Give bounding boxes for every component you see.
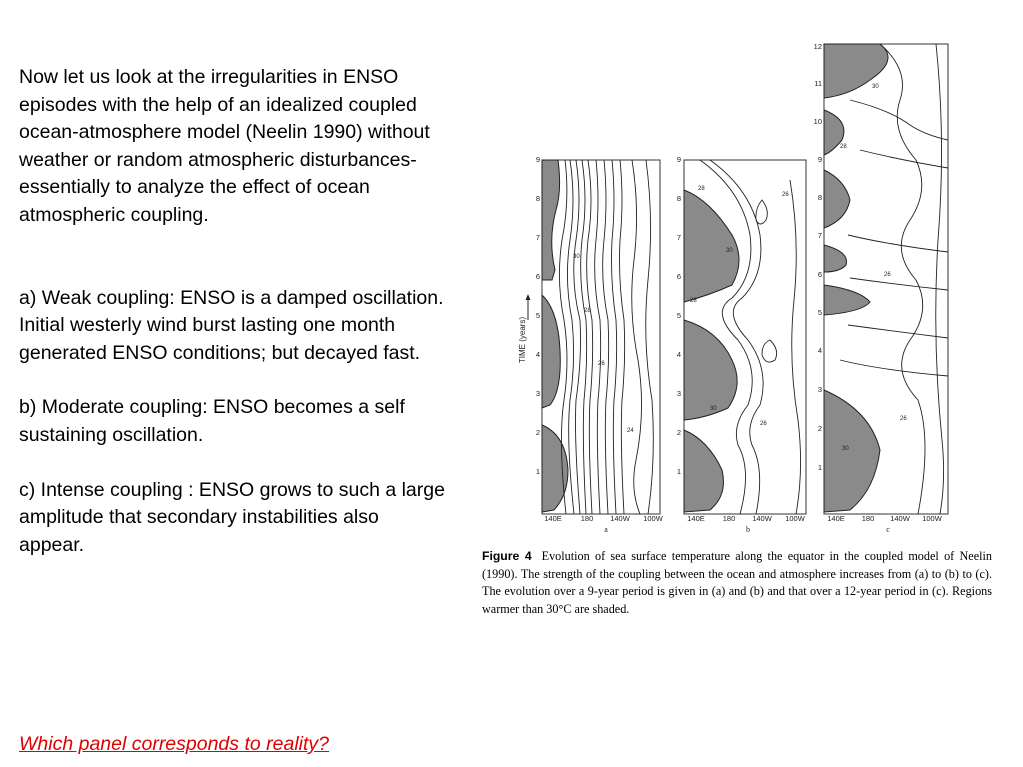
svg-text:26: 26 (884, 272, 891, 278)
caption-label: Figure 4 (482, 549, 532, 563)
svg-text:30: 30 (573, 254, 580, 260)
svg-text:3: 3 (817, 385, 822, 394)
svg-text:9: 9 (817, 155, 822, 164)
svg-text:7: 7 (676, 233, 681, 242)
svg-text:26: 26 (782, 192, 789, 198)
svg-text:24: 24 (627, 428, 634, 434)
tick-a-3: 3 (535, 389, 540, 398)
figure-caption (482, 548, 992, 618)
item-c-intense-coupling: c) Intense coupling : ENSO grows to such a large amplitude that secondary instabilities also appear. (19, 478, 445, 556)
svg-text:1: 1 (817, 463, 822, 472)
y-axis-label: TIME (years) (518, 316, 527, 364)
svg-text:12: 12 (813, 42, 822, 51)
svg-text:180: 180 (861, 514, 875, 523)
svg-text:26: 26 (760, 421, 767, 427)
svg-text:140W: 140W (890, 514, 910, 523)
svg-text:28: 28 (840, 144, 847, 150)
svg-text:30: 30 (842, 446, 849, 452)
item-b-moderate-coupling: b) Moderate coupling: ENSO becomes a self sustaining oscillation. (19, 396, 405, 446)
panel-a-letter: a (604, 525, 608, 534)
svg-text:8: 8 (676, 194, 681, 203)
panel-c-x-ticks (827, 514, 942, 534)
intro-line-1: Now let us look at the irregularities in ENSO (19, 66, 399, 88)
tick-a-1: 1 (535, 467, 540, 476)
svg-text:2: 2 (676, 428, 681, 437)
panel-a-x-ticks (544, 514, 663, 534)
item-a-weak-coupling: a) Weak coupling: ENSO is a damped oscillation. Initial westerly wind burst lasting one month generated ENSO conditions; but decayed fast. (19, 286, 444, 364)
svg-text:100W: 100W (922, 514, 942, 523)
svg-text:9: 9 (676, 155, 681, 164)
tick-a-4: 4 (535, 350, 540, 359)
svg-text:140E: 140E (544, 514, 562, 523)
caption-text: Evolution of sea surface temperature along the equator in the coupled model of Neelin (1990). The strength of the coupling between the ocean and atmosphere increases from (a) to (b) to (c). The evolution over a 9-year period is given in (a) and (b) and that over a 12-year period in (c). Regions warmer than 30°C are shaded. (482, 549, 992, 616)
svg-text:4: 4 (817, 346, 822, 355)
svg-text:26: 26 (900, 416, 907, 422)
svg-text:5: 5 (676, 311, 681, 320)
svg-text:100W: 100W (785, 514, 805, 523)
question-link[interactable]: Which panel corresponds to reality? (19, 733, 329, 755)
panel-c-y-ticks (814, 42, 822, 472)
svg-text:140E: 140E (687, 514, 705, 523)
panel-c (824, 44, 948, 514)
svg-text:140W: 140W (752, 514, 772, 523)
svg-text:180: 180 (580, 514, 594, 523)
svg-text:30: 30 (872, 84, 879, 90)
svg-text:8: 8 (817, 193, 822, 202)
description-text (19, 64, 449, 559)
svg-text:6: 6 (817, 270, 822, 279)
svg-text:100W: 100W (643, 514, 663, 523)
tick-a-2: 2 (535, 428, 540, 437)
panel-b-x-ticks (687, 514, 805, 534)
svg-text:140E: 140E (827, 514, 845, 523)
tick-a-7: 7 (535, 233, 540, 242)
svg-text:10: 10 (813, 117, 822, 126)
svg-text:30: 30 (710, 406, 717, 412)
svg-text:30: 30 (726, 248, 733, 254)
panel-a-y-ticks (536, 155, 540, 476)
svg-text:28: 28 (698, 186, 705, 192)
svg-text:28: 28 (584, 308, 591, 314)
svg-text:2: 2 (817, 424, 822, 433)
svg-text:3: 3 (676, 389, 681, 398)
svg-text:180: 180 (722, 514, 736, 523)
tick-a-5: 5 (535, 311, 540, 320)
svg-text:7: 7 (817, 231, 822, 240)
svg-text:1: 1 (676, 467, 681, 476)
panel-a (542, 160, 660, 514)
svg-text:28: 28 (690, 298, 697, 304)
tick-a-6: 6 (535, 272, 540, 281)
svg-text:11: 11 (814, 79, 822, 88)
svg-text:4: 4 (676, 350, 681, 359)
svg-text:6: 6 (676, 272, 681, 281)
hovmoller-figure (470, 40, 990, 540)
panel-b (684, 160, 806, 514)
svg-text:26: 26 (598, 361, 605, 367)
tick-a-8: 8 (535, 194, 540, 203)
intro-paragraph: episodes with the help of an idealized coupled ocean-atmosphere model (Neelin 1990) without weather or random atmospheric disturbances-essentially to analyze the effect of ocean atmospheric coupling. (19, 93, 430, 226)
panel-b-letter: b (746, 525, 750, 534)
panel-c-letter: c (886, 525, 890, 534)
svg-text:140W: 140W (610, 514, 630, 523)
panel-b-y-ticks (677, 155, 681, 476)
tick-a-9: 9 (535, 155, 540, 164)
svg-text:5: 5 (817, 308, 822, 317)
